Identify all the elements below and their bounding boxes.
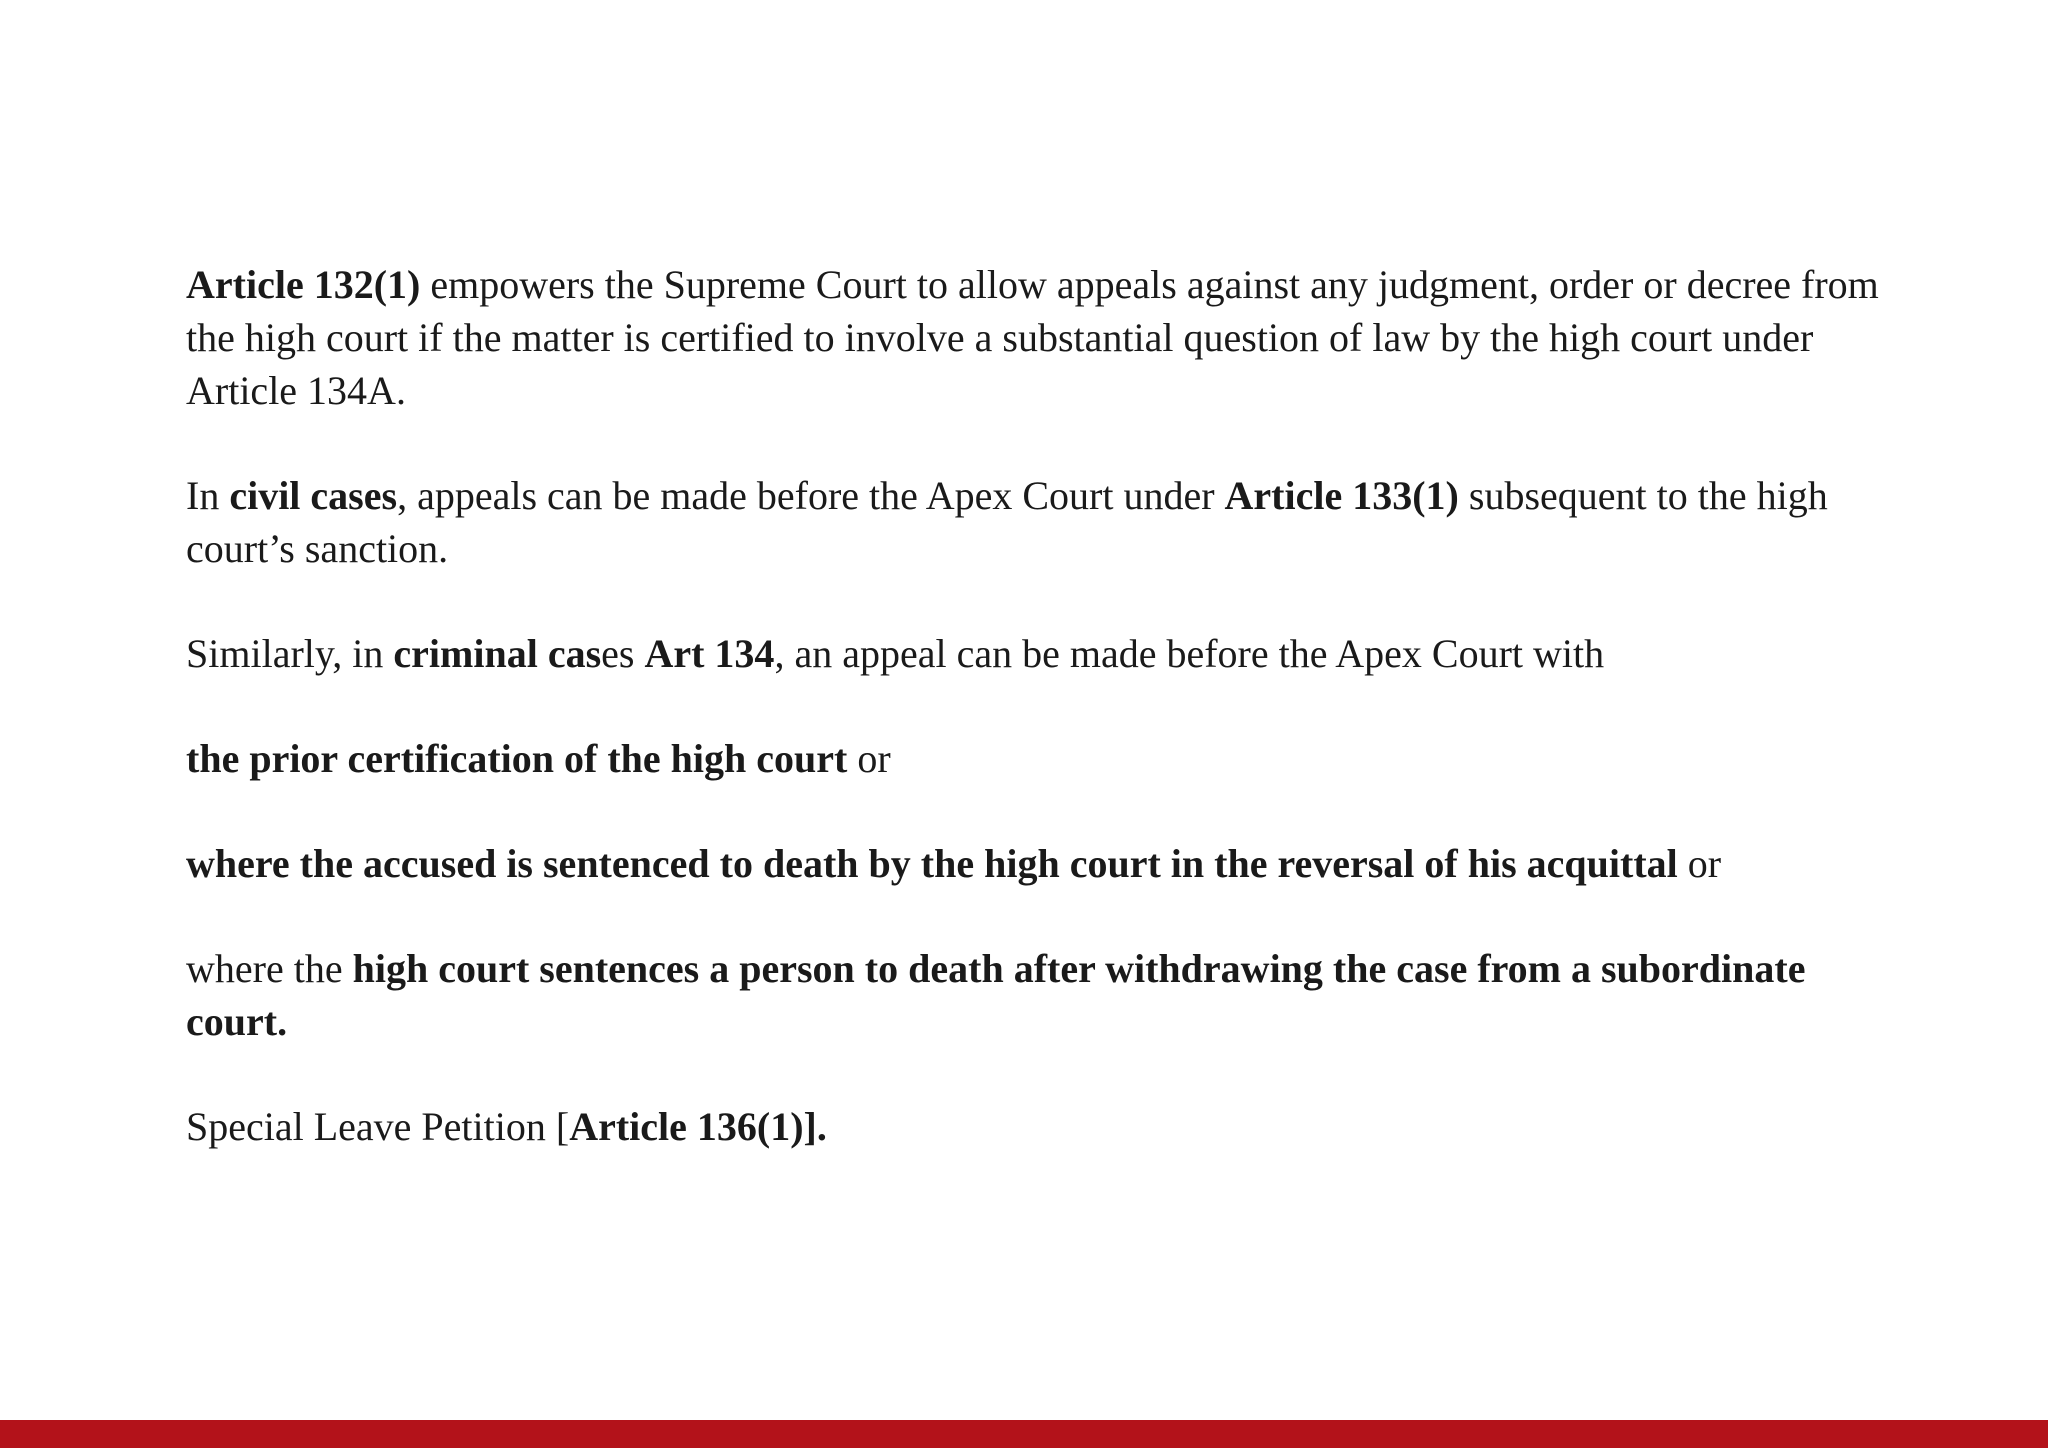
text-run: subsequent to the high court’s sanction. (186, 473, 1828, 571)
bold-text-run: Article 136(1)]. (569, 1104, 827, 1149)
text-run: Similarly, in (186, 631, 394, 676)
text-run: or (847, 736, 891, 781)
bold-text-run: criminal cas (393, 631, 602, 676)
text-run: es (601, 631, 645, 676)
bold-text-run: civil cases (229, 473, 398, 518)
bold-text-run: Art 134 (644, 631, 775, 676)
paragraph-civil-cases (186, 469, 1886, 575)
text-run: empowers the Supreme Court to allow appeals against any judgment, order or decree from the high court if the matter is certified to involve a substantial question of law by the high court under Article 134A. (186, 262, 1879, 413)
text-run: Special Leave Petition [ (186, 1104, 570, 1149)
paragraph-art-132 (186, 258, 1886, 417)
text-run: , appeals can be made before the Apex Court under (397, 473, 1225, 518)
text-run: , an appeal can be made before the Apex Court with (774, 631, 1605, 676)
text-run: or (1677, 841, 1722, 886)
paragraph-criminal-cases (186, 627, 1886, 680)
bold-text-run: Article 133(1) (1224, 473, 1459, 518)
text-run: where the (186, 946, 353, 991)
bold-text-run: where the accused is sentenced to death by the high court in the reversal of his acquittal (186, 841, 1678, 886)
paragraph-prior-certification (186, 732, 1886, 785)
paragraph-withdrawn-case (186, 942, 1886, 1048)
paragraph-reversal-acquittal (186, 837, 1886, 890)
text-run: In (186, 473, 230, 518)
bottom-accent-bar (0, 1420, 2048, 1448)
bold-text-run: high court sentences a person to death after withdrawing the case from a subordinate court. (186, 946, 1806, 1044)
slide-body (186, 258, 1886, 1205)
bold-text-run: the prior certification of the high court (186, 736, 848, 781)
paragraph-special-leave (186, 1100, 1886, 1153)
bold-text-run: Article 132(1) (186, 262, 421, 307)
